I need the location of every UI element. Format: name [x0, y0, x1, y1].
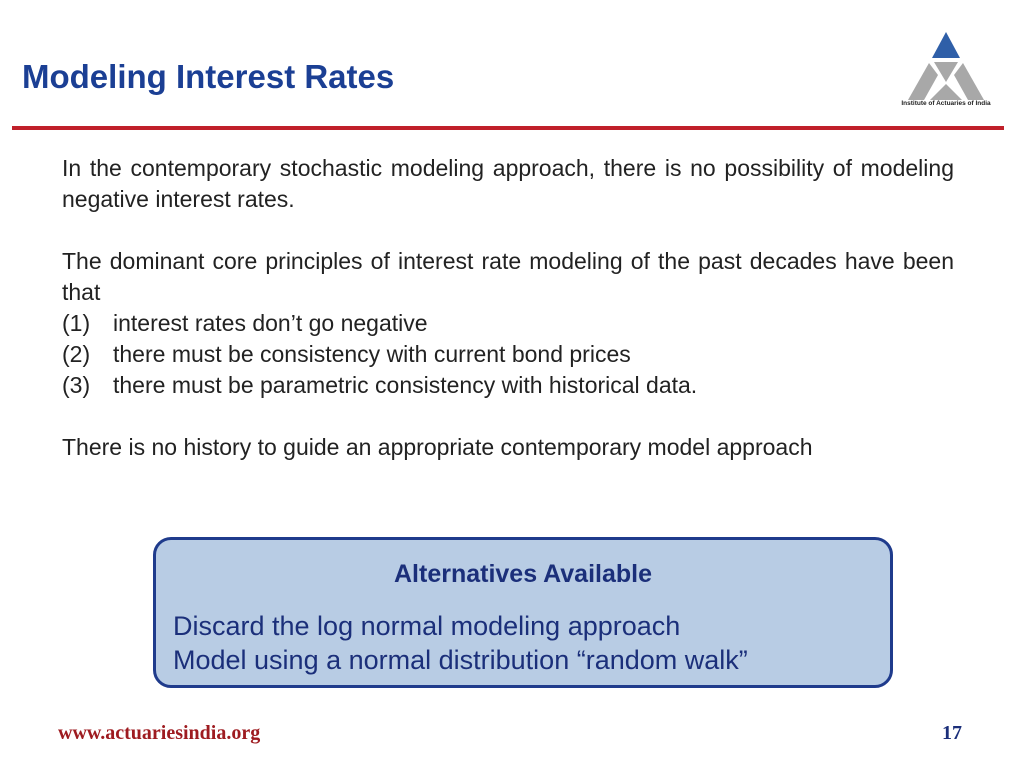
principles-list — [62, 308, 954, 401]
list-item — [62, 370, 954, 401]
logo-right-shape — [954, 63, 984, 100]
list-item-number: (3) — [62, 372, 91, 398]
page-number: 17 — [942, 722, 962, 744]
spacer — [62, 401, 954, 432]
spacer — [62, 215, 954, 246]
list-item-number: (2) — [62, 341, 91, 367]
logo-bottom-shape — [930, 84, 962, 100]
logo-left-shape — [908, 63, 938, 100]
list-item-text: interest rates don’t go negative — [113, 310, 428, 336]
callout-line: Discard the log normal modeling approach — [173, 611, 681, 641]
title-divider — [12, 126, 1004, 130]
callout-line: Model using a normal distribution “random walk” — [173, 645, 748, 675]
list-item-text: there must be parametric consistency with historical data. — [113, 372, 698, 398]
slide-body — [62, 153, 954, 463]
list-item-number: (1) — [62, 310, 91, 336]
footer-website: www.actuariesindia.org — [58, 722, 261, 744]
logo-top-triangle — [932, 32, 960, 58]
alternatives-callout — [153, 537, 893, 688]
list-item-text: there must be consistency with current bond prices — [113, 341, 631, 367]
list-item — [62, 308, 954, 339]
list-item — [62, 339, 954, 370]
callout-title: Alternatives Available — [394, 560, 652, 588]
logo-center-shape — [934, 62, 958, 82]
logo-caption: Institute of Actuaries of India — [901, 100, 991, 107]
paragraph-intro: In the contemporary stochastic modeling approach, there is no possibility of modeling negative interest rates. — [62, 155, 954, 212]
callout-content — [173, 609, 748, 677]
paragraph-history: There is no history to guide an appropriate contemporary model approach — [62, 434, 813, 460]
slide-title: Modeling Interest Rates — [22, 58, 395, 95]
paragraph-principles: The dominant core principles of interest rate modeling of the past decades have been that — [62, 248, 954, 305]
